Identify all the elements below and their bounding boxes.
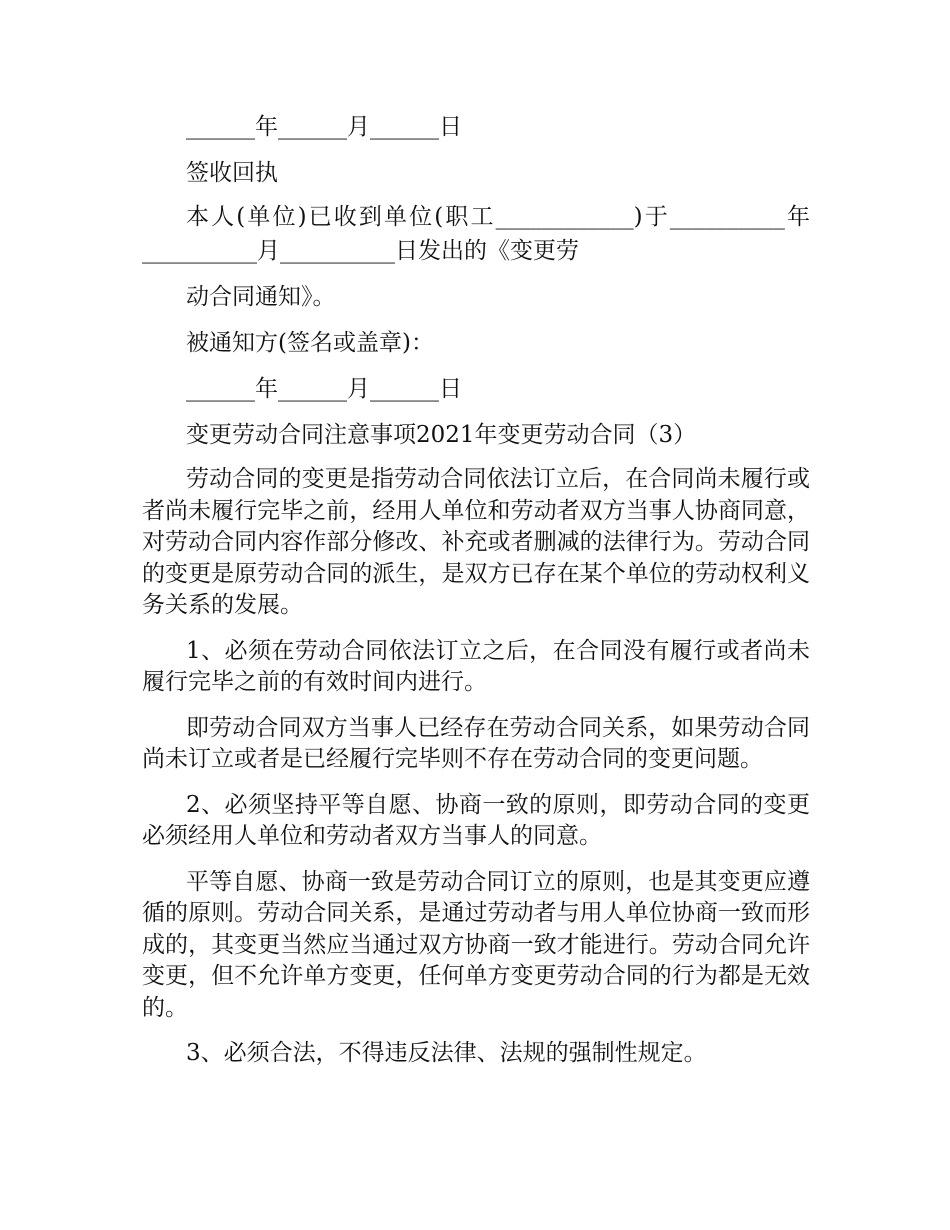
document-page: [142, 108, 810, 1084]
paragraph: 2、必须坚持平等自愿、协商一致的原则，即劳动合同的变更必须经用人单位和劳动者双方当事人的同意。: [142, 791, 810, 849]
paragraph: 平等自愿、协商一致是劳动合同订立的原则，也是其变更应遵循的原则。劳动合同关系，是通过劳动者与用人单位协商一致而形成的，其变更当然应当通过双方协商一致才能进行。劳动合同允许变更，但不允许单方变更，任何单方变更劳动合同的行为都是无效的。: [142, 868, 810, 1021]
paragraph: 3、必须合法，不得违反法律、法规的强制性规定。: [186, 1040, 707, 1066]
date-line: ______年______月______日: [186, 114, 462, 140]
paragraph: 劳动合同的变更是指劳动合同依法订立后，在合同尚未履行或者尚未履行完毕之前，经用人单位和劳动者双方当事人协商同意，对劳动合同内容作部分修改、补充或者删减的法律行为。劳动合同的变更是原劳动合同的派生，是双方已存在某个单位的劳动权利义务关系的发展。: [142, 466, 810, 618]
receipt-title: 签收回执: [186, 160, 278, 186]
paragraph: 1、必须在劳动合同依法订立之后，在合同没有履行或者尚未履行完毕之前的有效时间内进行。: [142, 637, 810, 695]
section-title: 变更劳动合同注意事项2021年变更劳动合同（3）: [186, 422, 697, 448]
paragraph: 即劳动合同双方当事人已经存在劳动合同关系，如果劳动合同尚未订立或者是已经履行完毕则不存在劳动合同的变更问题。: [142, 714, 810, 772]
receipt-body: 本人(单位)已收到单位(职工____________)于__________年__________月__________日发出的《变更劳: [142, 204, 810, 264]
receipt-body-continued: 动合同通知》。: [186, 284, 336, 310]
date-line: ______年______月______日: [186, 376, 462, 402]
notified-party-signature: 被通知方(签名或盖章)：: [186, 330, 434, 356]
